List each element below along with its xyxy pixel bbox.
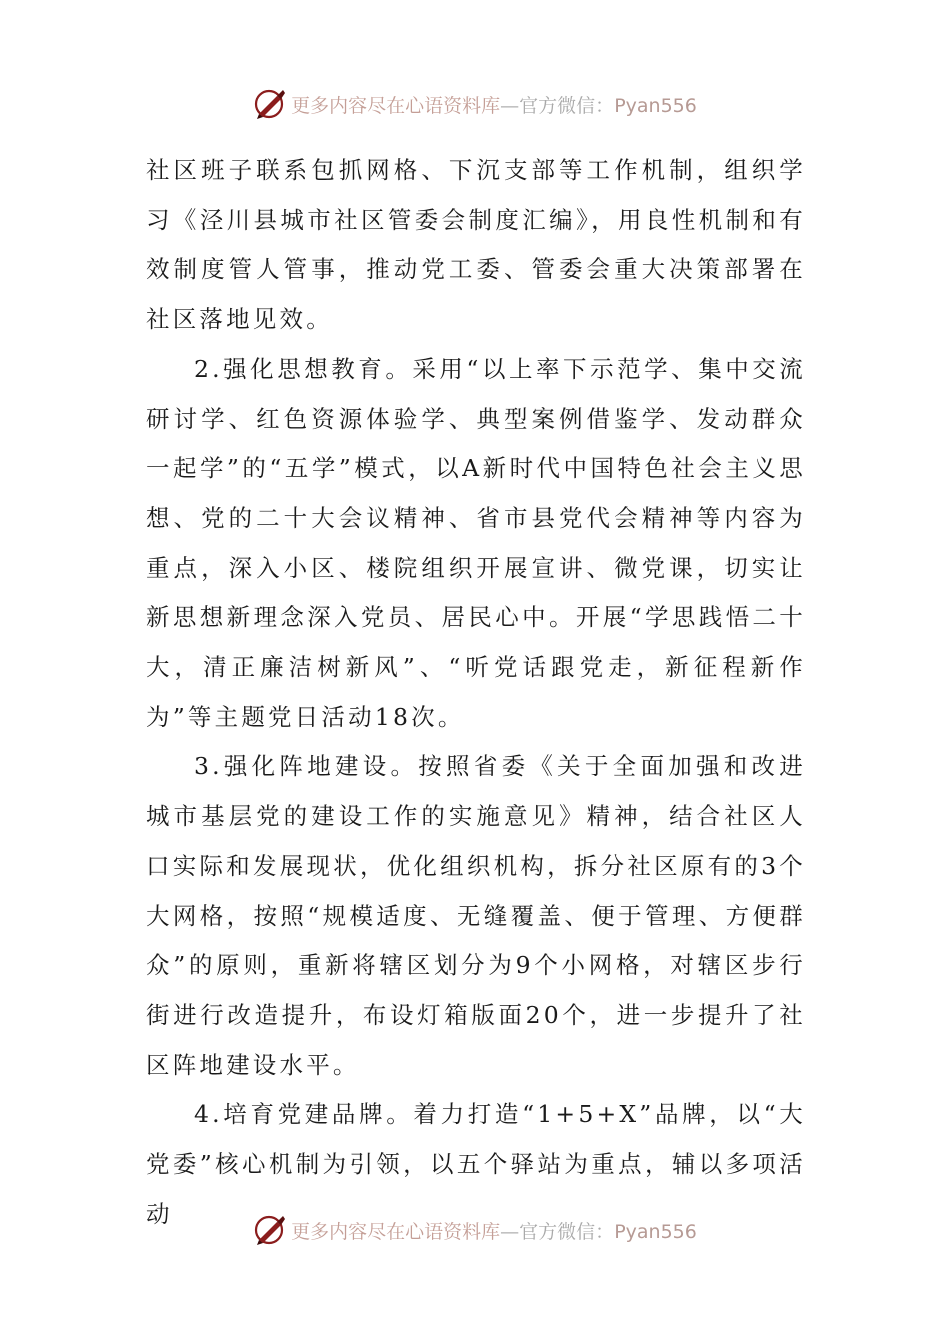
paragraph-2: 2.强化思想教育。采用“以上率下示范学、集中交流研讨学、红色资源体验学、典型案例借鉴学、发动群众一起学”的“五学”模式，以A新时代中国特色社会主义思想、党的二十大会议精神、省市县党代会精神等内容为重点，深入小区、楼院组织开展宣讲、微党课，切实让新思想新理念深入党员、居民心中。开展“学思践悟二十大，清正廉洁树新风”、“听党话跟党走，新征程新作为”等主题党日活动18次。 — [146, 354, 806, 731]
footer-watermark — [0, 1210, 950, 1250]
paragraph-4: 4.培育党建品牌。着力打造“1+5+X”品牌，以“大党委”核心机制为引领，以五个驿站为重点，辅以多项活动 — [146, 1100, 806, 1228]
watermark-contact-id: Pyan556 — [614, 1220, 697, 1243]
paragraph-1: 社区班子联系包抓网格、下沉支部等工作机制，组织学习《泾川县城市社区管委会制度汇编》，用良性机制和有效制度管人管事，推动党工委、管委会重大决策部署在社区落地见效。 — [146, 156, 806, 334]
watermark-contact-label: 官方微信： — [519, 1220, 615, 1243]
document-body — [146, 146, 806, 1239]
watermark-site: 更多内容尽在心语资料库 — [291, 1220, 501, 1243]
header-watermark — [0, 84, 950, 124]
watermark-text — [291, 1217, 697, 1244]
watermark-site: 更多内容尽在心语资料库 — [291, 94, 501, 117]
watermark-text — [291, 91, 697, 118]
pen-logo-icon — [253, 1213, 287, 1247]
watermark-separator: — — [500, 1220, 520, 1243]
watermark-separator: — — [500, 94, 520, 117]
paragraph-3: 3.强化阵地建设。按照省委《关于全面加强和改进城市基层党的建设工作的实施意见》精神，结合社区人口实际和发展现状，优化组织机构，拆分社区原有的3个大网格，按照“规模适度、无缝覆盖、便于管理、方便群众”的原则，重新将辖区划分为9个小网格，对辖区步行街进行改造提升，布设灯箱版面20个，进一步提升了社区阵地建设水平。 — [146, 752, 806, 1079]
watermark-contact-id: Pyan556 — [614, 94, 697, 117]
pen-logo-icon — [253, 87, 287, 121]
watermark-contact-label: 官方微信： — [519, 94, 615, 117]
